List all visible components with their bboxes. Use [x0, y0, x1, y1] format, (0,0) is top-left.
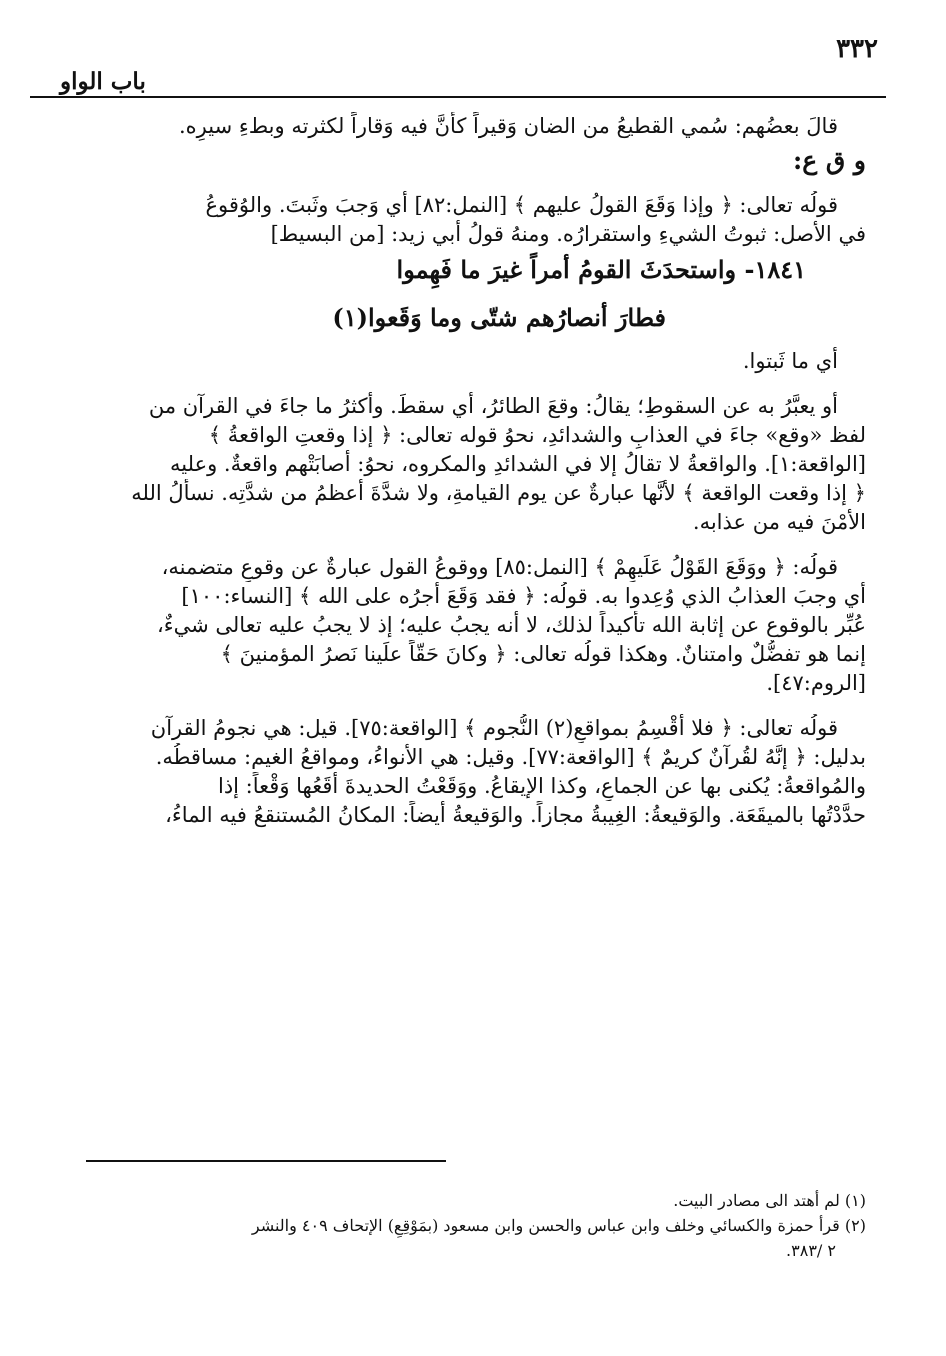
paragraph-line: إنما هو تفضُّلٌ وامتنانٌ. وهكذا قولُه تعالى: ﴿ وكانَ حَقّاً علَينا نَصرُ المؤمنينَ ﴾	[220, 642, 866, 666]
paragraph-line: عُبِّر بالوقوع عن إثابة الله تأكيداً لذلك، لا أنه يجبُ عليه؛ إذ لا يجبُ عليه تعالى شيءٌ،	[156, 613, 866, 637]
page-number: ٣٣٢	[836, 34, 878, 64]
page-header	[60, 30, 878, 95]
paragraph-line: [الروم:٤٧].	[766, 671, 866, 695]
footnotes	[66, 1188, 866, 1263]
paragraph-line: لفظ «وقع» جاءَ في العذابِ والشدائدِ، نحوُ قوله تعالى: ﴿ إذا وقعتِ الواقعةُ ﴾	[208, 423, 866, 447]
paragraph-line: في الأصل: ثبوتُ الشيءِ واستقرارُه. ومنهُ قولُ أبي زيد: [من البسيط]	[270, 222, 866, 246]
paragraph-line: الأمْنَ فيه من عذابه.	[692, 510, 866, 534]
footnote-divider	[86, 1160, 446, 1162]
paragraph-line: بدليل: ﴿ إنَّهُ لقُرآنٌ كريمٌ ﴾ [الواقعة:٧٧]. وقيل: هي الأنواءُ، ومواقعُ الغيم: مساقطُه.	[155, 745, 866, 769]
verse-line-1: ١٨٤١- واستحدَثَ القومُ أمراً غيرَ ما فَهِموا	[396, 255, 806, 284]
paragraph-line: [الواقعة:١]. والواقعةُ لا تقالُ إلا في الشدائدِ والمكروه، نحوُ: أصابَتْهم واقعةٌ. وعليه	[170, 452, 866, 476]
root-heading: و ق ع:	[792, 146, 866, 175]
footnote-2-continuation: ٢ /٣٨٣.	[786, 1241, 836, 1260]
paragraph-line: أي ما ثَبتوا.	[742, 349, 838, 373]
paragraph-line: حدَّدْتُها بالميقَعَة. والوَقيعةُ: الغِيبةُ مجازاً. والوَقيعةُ أيضاً: المكانُ المُستنقعُ فيه الماءُ،	[165, 803, 866, 827]
intro-line: قالَ بعضُهم: سُمي القطيعُ من الضان وَقيراً كأنَّ فيه وَقاراً لكثرته وبطءِ سيرِه.	[178, 114, 838, 138]
paragraph-line: قولُه: ﴿ ووَقَعَ القَوْلُ عَلَيهِمْ ﴾ [النمل:٨٥] ووقوعُ القول عبارةٌ عن وقوعِ متضمنه،	[161, 555, 838, 579]
main-text	[66, 112, 866, 830]
paragraph-line: أي وجبَ العذابُ الذي وُعِدوا به. قولُه: ﴿ فقد وَقَعَ أجرُه على الله ﴾ [النساء:١٠٠]	[181, 584, 866, 608]
footnote-1: (١) لم أهتد الى مصادر البيت.	[673, 1191, 866, 1210]
paragraph-line: قولُه تعالى: ﴿ فلا أُقْسِمُ بمواقعِ(٢) النُّجوم ﴾ [الواقعة:٧٥]. قيل: هي نجومُ القرآن	[150, 716, 838, 740]
verse-line-2: فطارَ أنصارُهم شتّى وما وَقَعوا(١)	[332, 303, 666, 332]
paragraph-line: قولُه تعالى: ﴿ وإذا وَقَعَ القولُ عليهم ﴾ [النمل:٨٢] أي وَجبَ وثَبتَ. والوُقوعُ	[205, 193, 838, 217]
paragraph-line: والمُواقعةُ: يُكنى بها عن الجماعِ، وكذا الإيقاعُ. ووَقَعْتُ الحديدةَ أقَعُها وَقْعاً: إذا	[217, 774, 866, 798]
paragraph-line: أو يعبَّرُ به عن السقوطِ؛ يقالُ: وقعَ الطائرُ، أي سقطَ. وأكثرُ ما جاءَ في القرآن من	[148, 394, 838, 418]
paragraph-line: ﴿ إذا وقعت الواقعة ﴾ لأنَّها عبارةٌ عن يوم القيامةِ، ولا شدَّةَ أعظمُ من شدَّتِه. نسألُ الله	[131, 481, 866, 505]
footnote-2: (٢) قرأ حمزة والكسائي وخلف وابن عباس والحسن وابن مسعود (بمَوْقِعِ) الإتحاف ٤٠٩ والنشر	[251, 1216, 866, 1235]
chapter-title: باب الواو	[60, 68, 146, 95]
header-divider	[30, 96, 886, 98]
